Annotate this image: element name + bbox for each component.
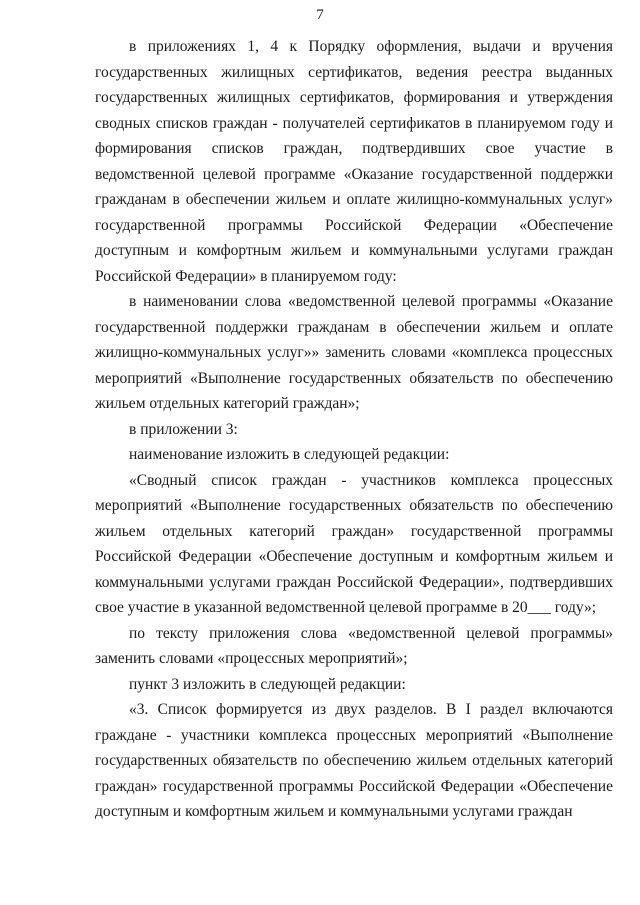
paragraph-item-3-text: «3. Список формируется из двух разделов. В I раздел включаются граждане - участники комплекса процессных мероприятий «Выполнение государственных обязательств по обеспечению жильем отдельных категорий граждан» государственной программы Российской Федерации «Обеспечение доступным и комфортным жильем и коммунальными услугами граждан (95, 701, 613, 820)
page-number: 7 (316, 7, 324, 23)
paragraph-name-edit: наименование изложить в следующей редакции: (129, 446, 450, 463)
paragraph-title-replacement: в наименовании слова «ведомственной целевой программы «Оказание государственной поддержки гражданам в обеспечении жильем и оплате жилищно-коммунальных услуг»» заменить словами «комплекса процессных мероприятий «Выполнение государственных обязательств по обеспечению жильем отдельных категорий граждан»; (95, 293, 613, 412)
paragraph-summary-list-title: «Сводный список граждан - участников комплекса процессных мероприятий «Выполнение государственных обязательств по обеспечению жильем отдельных категорий граждан» государственной программы Российской Федерации «Обеспечение доступным и комфортным жильем и коммунальными услугами граждан Российской Федерации», подтвердивших свое участие в указанной ведомственной целевой программе в 20___ году»; (95, 471, 613, 616)
paragraph-text-replacement: по тексту приложения слова «ведомственной целевой программы» заменить словами «процессных мероприятий»; (95, 624, 613, 667)
paragraph-appendix-3: в приложении 3: (129, 420, 238, 438)
paragraph-appendices-1-4: в приложениях 1, 4 к Порядку оформления, выдачи и вручения государственных жилищных сертификатов, ведения реестра выданных государственных жилищных сертификатов, формирования и утверждения сводных списков граждан - получателей сертификатов в планируемом году и формирования списков граждан, подтвердивших свое участие в ведомственной целевой программе «Оказание государственной поддержки гражданам в обеспечении жильем и оплате жилищно-коммунальных услуг» государственной программы Российской Федерации «Обеспечение доступным и комфортным жильем и коммунальными услугами граждан Российской Федерации» в планируемом году: (95, 38, 613, 285)
paragraph-item-3-edit: пункт 3 изложить в следующей редакции: (129, 675, 406, 693)
document-body (95, 34, 613, 825)
